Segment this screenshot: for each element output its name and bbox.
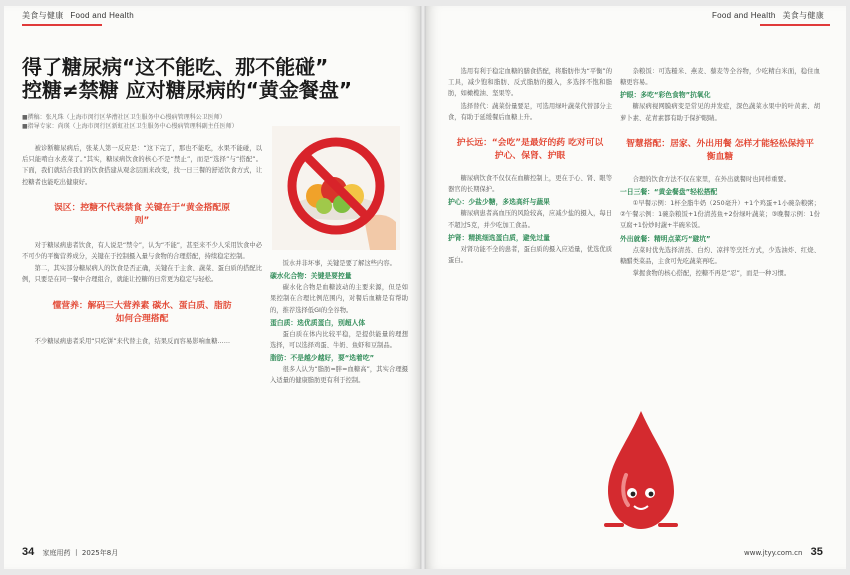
subheading-eating-out: 外出就餐：精明点菜巧“避坑” bbox=[620, 234, 711, 243]
paragraph: 点菜时优先选择清蒸、白灼、凉拌等烹饪方式，少选油炸、红烧、糖醋类菜品，主食可先吃蔬菜再吃。 bbox=[620, 246, 820, 265]
paragraph: ①早餐示例：1杯全脂牛奶（250毫升）+1个鸡蛋+1小碗杂粮粥；②午餐示例：1碗杂粮饭+1份清蒸鱼+2份绿叶蔬菜；③晚餐示例：1份豆腐+1份炒时蔬+半碗米饭。 bbox=[620, 200, 820, 230]
paragraph: 杂粮饭：可选糙米、燕麦、藜麦等全谷物，少吃精白米面，稳住血糖更容易。 bbox=[620, 68, 820, 87]
running-head-right bbox=[712, 10, 824, 21]
section-heading-smart-pairing: 智慧搭配：居家、外出用餐 怎样才能轻松保持平衡血糖 bbox=[626, 138, 814, 162]
paragraph: 合理的饮食方法不仅在家里，在外出就餐时也同样重要。 bbox=[632, 175, 791, 183]
paragraph: 糖尿病患者高血压的风险较高，应减少盐的摄入，每日不超过5克，并少吃加工食品。 bbox=[448, 210, 612, 229]
byline bbox=[22, 113, 312, 131]
section-heading-myth: 误区：控糖不代表禁食 关键在于“黄金搭配原则” bbox=[54, 202, 230, 226]
paragraph: 第二，其实部分糖尿病人的饮食是否正确，关键在于主食、蔬菜、蛋白质的搭配比例，只要是在同一餐中合理组合，就能让控糖的日常更为稳定与轻松。 bbox=[22, 265, 262, 284]
running-head-right-cn: 美食与健康 bbox=[782, 11, 824, 20]
paragraph: 对肾功能不全的患者，蛋白质的摄入应适量，优选优质蛋白。 bbox=[448, 245, 612, 265]
blood-drop-mascot bbox=[596, 405, 686, 540]
running-head-left bbox=[22, 10, 134, 21]
paragraph: 掌握食物的核心搭配，控糖不再是“忍”，而是一种习惯。 bbox=[632, 270, 791, 278]
footer-right-text: www.jtyy.com.cn bbox=[744, 549, 803, 557]
paragraph: 选择替代：蔬菜份量要足，可选用绿叶蔬菜代替部分主食，有助于延缓餐后血糖上升。 bbox=[448, 102, 612, 121]
right-column-1 bbox=[448, 66, 612, 267]
subheading-kidney: 护肾：精挑细选蛋白质，避免过量 bbox=[448, 233, 550, 242]
right-column-2 bbox=[620, 66, 820, 280]
paragraph: 糖尿病视网膜病变是常见的并发症，深色蔬菜水果中的叶黄素、胡萝卜素、花青素都有助于保护眼睛。 bbox=[620, 103, 820, 122]
subheading-eyes: 护眼：多吃“彩色食物”抗氧化 bbox=[620, 91, 711, 100]
running-head-left-cn: 美食与健康 bbox=[22, 11, 64, 20]
reviewer-line: ■指导专家：尚瑛（上海市闵行区新虹社区卫生服务中心慢病管理科副主任医师） bbox=[22, 123, 238, 130]
running-head-right-en: Food and Health bbox=[712, 11, 776, 20]
paragraph: 不少糖尿病患者采用“只吃饼”来代替主食，结果反而容易影响血糖…… bbox=[34, 337, 231, 345]
subheading-carbs: 碳水化合物：关键是要控量 bbox=[270, 272, 352, 281]
subheading-protein: 蛋白质：选优质蛋白，别超人体 bbox=[270, 318, 366, 327]
running-head-left-en: Food and Health bbox=[70, 11, 134, 20]
author-line: ■撰稿：张凡珠（上海市闵行区华漕社区卫生服务中心慢病管理科公卫医师） bbox=[22, 114, 226, 121]
paragraph: 选用有利于稳定血糖的膳食搭配，将脂肪作为“平衡”的工具，减少饱和脂肪、反式脂肪的摄入，多选择不饱和脂肪，如橄榄油、坚果等。 bbox=[448, 68, 612, 98]
title-line-1: 得了糖尿病“这不能吃、那不能碰” bbox=[22, 55, 329, 79]
left-column-1 bbox=[22, 143, 262, 348]
section-heading-nutrients: 懂营养：解码三大营养素 碳水、蛋白质、脂肪如何合理搭配 bbox=[52, 300, 232, 324]
footer-left-text: 家庭用药 丨 2025年8月 bbox=[42, 549, 119, 557]
blood-drop-icon bbox=[596, 405, 686, 540]
section-heading-protection: 护长远：“会吃”是最好的药 吃对可以护心、保肾、护眼 bbox=[456, 138, 604, 162]
subheading-three-meals: 一日三餐：“黄金餐盘”轻松搭配 bbox=[620, 188, 718, 197]
page-number-right: 35 bbox=[810, 546, 823, 558]
subheading-fat: 脂肪：不是越少越好，要“选着吃” bbox=[270, 354, 375, 363]
title-line-2: 控糖≠禁糖 应对糖尿病的“黄金餐盘” bbox=[22, 78, 353, 102]
no-food-sign-photo bbox=[272, 126, 400, 250]
intro-paragraph: 被诊断糖尿病后，张某人第一反应是：“这下完了，那也不能吃，水果不能碰，以后只能啃白水煮菜了。”其实，糖尿病饮食的核心不是“禁止”，而是“选择”与“搭配”。下面，我们就结合我们的饮食搭建从观念层面来改变，找一日三餐的舒适饮食方式，让控糖者也能吃出健康好。 bbox=[22, 145, 262, 186]
article-title bbox=[22, 56, 402, 102]
header-rule-right bbox=[760, 24, 830, 26]
prohibited-food-icon bbox=[272, 126, 400, 250]
left-column-2 bbox=[270, 258, 408, 388]
paragraph: 饭水并非坏事，关键是要了解这些内容。 bbox=[282, 260, 396, 267]
paragraph: 糖尿病饮食不仅仅在血糖控制上，更在于心、肾、眼等器官的长期保护。 bbox=[448, 175, 612, 194]
paragraph: 蛋白质在体内比较平稳，是提供能量的理想选择，可以选择鸡蛋、牛奶、鱼虾和豆制品。 bbox=[270, 330, 408, 350]
page-number-left: 34 bbox=[22, 546, 35, 558]
footer-left bbox=[22, 546, 118, 558]
footer-right bbox=[744, 546, 823, 558]
paragraph: 很多人认为“脂肪=胖=血糖高”，其实合理摄入适量的健康脂肪更有利于控制。 bbox=[270, 366, 408, 385]
header-rule-left bbox=[22, 24, 102, 26]
paragraph: 碳水化合物是血糖波动的主要来源，但是如果控制在合理比例范围内，对餐后血糖是有帮助的，推荐选择低GI的全谷物。 bbox=[270, 284, 408, 314]
subheading-heart: 护心：少盐少糖，多选高纤与蔬果 bbox=[448, 198, 550, 207]
paragraph: 对于糖尿病患者饮食，有人说是“禁令”，认为“不能”，甚至来不少人采用饮食中必不可少的平衡营养成分，关键在于控制摄入量与食物的合理搭配，持续稳定控制。 bbox=[22, 241, 262, 261]
